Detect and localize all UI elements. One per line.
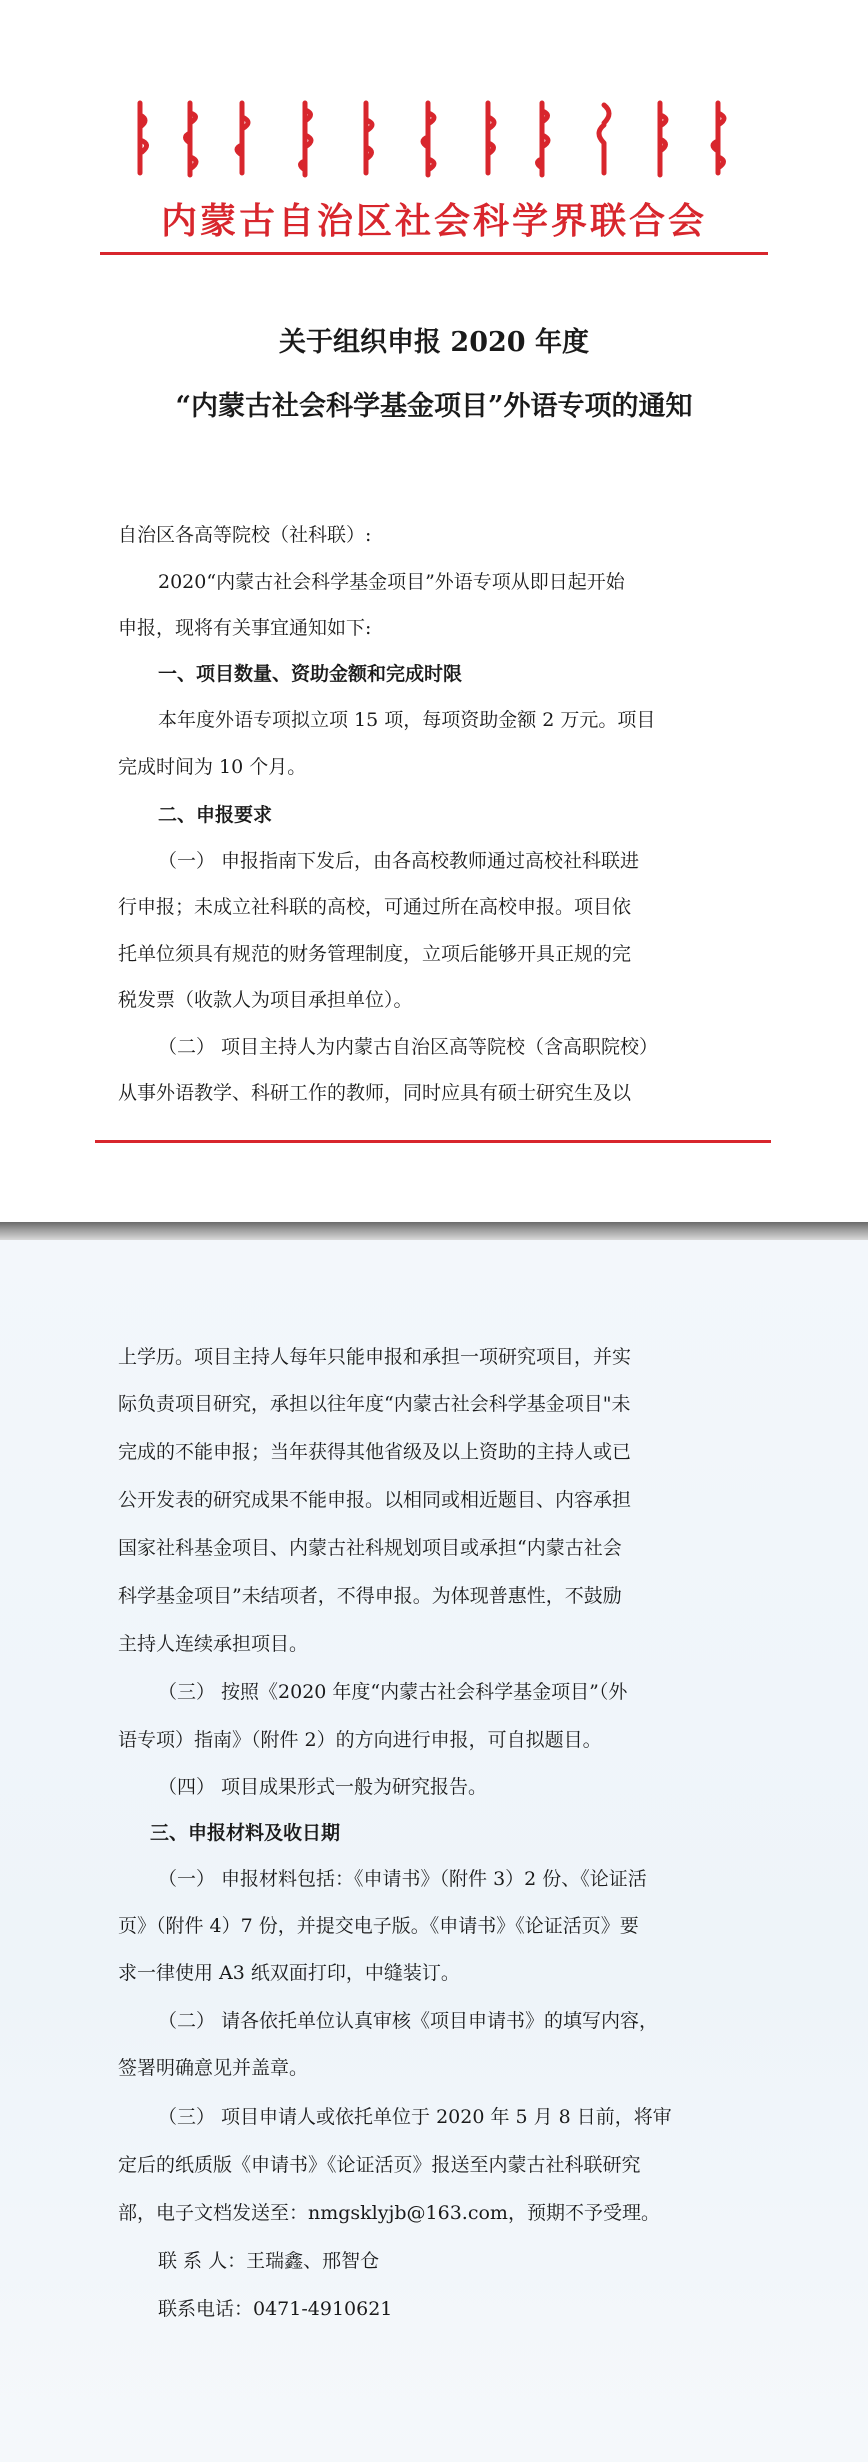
section-heading-2: 二、申报要求: [158, 804, 273, 826]
mongolian-script-graphic: [130, 95, 742, 180]
body-line: （一） 申报指南下发后，由各高校教师通过高校社科联进: [158, 850, 640, 872]
page-separator: [0, 1222, 868, 1240]
letter-page-1: [0, 0, 868, 1222]
body-line: 税发票（收款人为项目承担单位）。: [118, 989, 413, 1011]
body-line: 完成时间为 10 个月。: [118, 756, 307, 778]
contact-phone: 联系电话：0471-4910621: [158, 2298, 393, 2320]
body-line: （三） 按照《2020 年度“内蒙古社会科学基金项目”（外: [158, 1681, 628, 1703]
notice-title-line-1: 关于组织申报 2020 年度: [279, 327, 589, 358]
body-line: 上学历。项目主持人每年只能申报和承担一项研究项目，并实: [118, 1346, 632, 1368]
body-line: 2020“内蒙古社会科学基金项目”外语专项从即日起开始: [158, 571, 625, 593]
body-line: （二） 请各依托单位认真审核《项目申请书》的填写内容，: [158, 2010, 659, 2032]
body-line: 本年度外语专项拟立项 15 项，每项资助金额 2 万元。项目: [158, 709, 656, 731]
organization-name: 内蒙古自治区社会科学界联合会: [160, 201, 707, 242]
body-line: 求一律使用 A3 纸双面打印，中缝装订。: [118, 1962, 460, 1984]
body-line: （三） 项目申请人或依托单位于 2020 年 5 月 8 日前，将审: [158, 2106, 672, 2128]
body-line: 科学基金项目”未结项者，不得申报。为体现普惠性，不鼓励: [118, 1585, 622, 1607]
letter-page-2: [0, 1240, 868, 2462]
body-line: 完成的不能申报；当年获得其他省级及以上资助的主持人或已: [118, 1441, 632, 1463]
footer-red-rule: [95, 1140, 771, 1143]
body-line: 申报，现将有关事宜通知如下:: [118, 617, 372, 639]
salutation: 自治区各高等院校（社科联）:: [118, 524, 372, 546]
body-line: 从事外语教学、科研工作的教师，同时应具有硕士研究生及以: [118, 1082, 632, 1104]
body-line: 定后的纸质版《申请书》《论证活页》报送至内蒙古社科联研究: [118, 2154, 641, 2176]
contact-person: 联 系 人：王瑞鑫、邢智仓: [158, 2250, 380, 2272]
header-red-rule: [100, 252, 768, 255]
body-line: 国家社科基金项目、内蒙古社科规划项目或承担“内蒙古社会: [118, 1537, 622, 1559]
body-line: （一） 申报材料包括：《申请书》（附件 3）2 份、《论证活: [158, 1868, 647, 1890]
body-line: 主持人连续承担项目。: [118, 1633, 309, 1655]
body-line: 托单位须具有规范的财务管理制度，立项后能够开具正规的完: [118, 943, 632, 965]
notice-title-line-2: “内蒙古社会科学基金项目”外语专项的通知: [175, 391, 693, 422]
body-line: 页》（附件 4）7 份，并提交电子版。《申请书》《论证活页》要: [118, 1915, 639, 1937]
body-line: 公开发表的研究成果不能申报。以相同或相近题目、内容承担: [118, 1489, 632, 1511]
body-line: 语专项）指南》（附件 2）的方向进行申报，可自拟题目。: [118, 1729, 602, 1751]
mongolian-script-header: [130, 95, 742, 180]
body-line: 际负责项目研究，承担以往年度“内蒙古社会科学基金项目"未: [118, 1393, 631, 1415]
body-line: 部，电子文档发送至：nmgsklyjb@163.com，预期不予受理。: [118, 2202, 660, 2224]
body-line: 签署明确意见并盖章。: [118, 2057, 309, 2079]
body-line: （二） 项目主持人为内蒙古自治区高等院校（含高职院校）: [158, 1036, 659, 1058]
section-heading-3: 三、申报材料及收日期: [150, 1822, 341, 1844]
section-heading-1: 一、项目数量、资助金额和完成时限: [158, 663, 463, 685]
body-line: 行申报；未成立社科联的高校，可通过所在高校申报。项目依: [118, 896, 632, 918]
body-line: （四） 项目成果形式一般为研究报告。: [158, 1776, 488, 1798]
